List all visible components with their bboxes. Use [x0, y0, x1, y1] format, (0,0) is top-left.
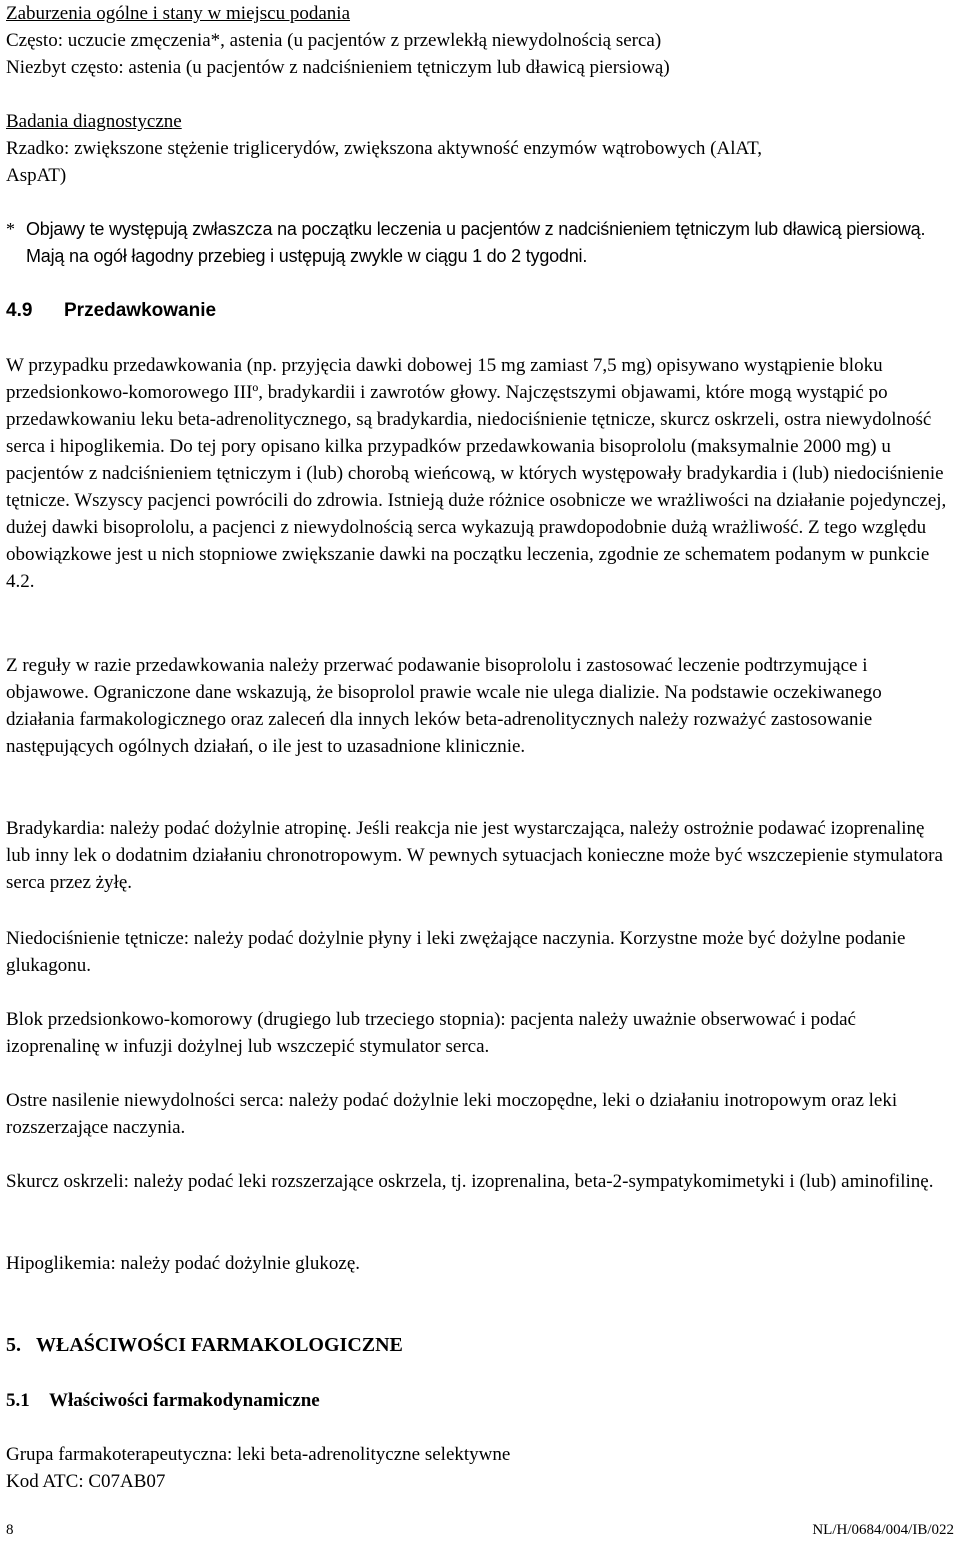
page-footer [6, 1521, 954, 1539]
footnote [6, 216, 942, 270]
paragraph-hypotension: Niedociśnienie tętnicze: należy podać dożylnie płyny i leki zwężające naczynia. Korzystne może być dożylne podanie glukagonu. [6, 928, 906, 976]
document-id: NL/H/0684/004/IB/022 [812, 1522, 954, 1538]
diagnostic-line: AspAT) [6, 165, 67, 186]
section-number: 5.1 [6, 1390, 30, 1411]
section-heading-5-1 [6, 1387, 320, 1414]
pharmacotherapeutic-group: Grupa farmakoterapeutyczna: leki beta-adrenolityczne selektywne [6, 1444, 511, 1465]
paragraph-heart-failure: Ostre nasilenie niewydolności serca: należy podać dożylnie leki moczopędne, leki o działaniu inotropowym oraz leki rozszerzające naczynia. [6, 1090, 898, 1138]
footnote-marker: * [6, 219, 15, 239]
section-number: 4.9 [6, 300, 33, 321]
section-title: WŁAŚCIWOŚCI FARMAKOLOGICZNE [36, 1334, 403, 1356]
section-title: Przedawkowanie [64, 300, 217, 321]
section-heading-diagnostic: Badania diagnostyczne [6, 111, 182, 132]
footnote-text: Objawy te występują zwłaszcza na początku leczenia u pacjentów z nadciśnieniem tętniczym lub dławicą piersiową. Mają na ogół łagodny przebieg i ustępują zwykle w ciągu 1 do 2 tygodni. [26, 219, 926, 266]
general-frequency-line: Często: uczucie zmęczenia*, astenia (u pacjentów z przewlekłą niewydolnością serca) [6, 30, 662, 51]
page-number: 8 [6, 1522, 14, 1538]
general-frequency-line: Niezbyt często: astenia (u pacjentów z nadciśnieniem tętniczym lub dławicą piersiową) [6, 57, 670, 78]
paragraph-bronchospasm: Skurcz oskrzeli: należy podać leki rozszerzające oskrzela, tj. izoprenalina, beta-2-sympatykomimetyki i (lub) aminofilinę. [6, 1171, 934, 1192]
section-heading-5 [6, 1332, 403, 1359]
section-heading-general-disorders: Zaburzenia ogólne i stany w miejscu podania [6, 3, 351, 24]
paragraph-overdose-treatment: Z reguły w razie przedawkowania należy przerwać podawanie bisoprololu i zastosować leczenie podtrzymujące i objawowe. Ograniczone dane wskazują, że bisoprolol prawie wcale nie ulega dializie. Na podstawie oczekiwanego działania farmakologicznego oraz zaleceń dla innych leków beta-adrenolitycznych należy rozważyć zastosowanie następujących ogólnych działań, o ile jest to uzasadnione klinicznie. [6, 655, 882, 757]
paragraph-bradycardia: Bradykardia: należy podać dożylnie atropinę. Jeśli reakcja nie jest wystarczająca, należy ostrożnie podawać izoprenalinę lub inny lek o dodatnim działaniu chronotropowym. W pewnych sytuacjach konieczne może być wszczepienie stymulatora serca przez żyłę. [6, 818, 943, 893]
paragraph-av-block: Blok przedsionkowo-komorowy (drugiego lub trzeciego stopnia): pacjenta należy uważnie obserwować i podać izoprenalinę w infuzji dożylnej lub wszczepić stymulator serca. [6, 1009, 856, 1057]
section-heading-4-9 [6, 297, 216, 324]
atc-code: Kod ATC: C07AB07 [6, 1471, 166, 1492]
paragraph-overdose-symptoms: W przypadku przedawkowania (np. przyjęcia dawki dobowej 15 mg zamiast 7,5 mg) opisywano wystąpienie bloku przedsionkowo-komorowego IIIº, bradykardii i zawrotów głowy. Najczęstszymi objawami, które mogą wystąpić po przedawkowaniu leku beta-adrenolitycznego, są bradykardia, niedociśnienie tętnicze, skurcz oskrzeli, ostra niewydolność serca i hipoglikemia. Do tej pory opisano kilka przypadków przedawkowania bisoprololu (maksymalnie 2000 mg) u pacjentów z nadciśnieniem tętniczym i (lub) chorobą wieńcową, w których występowały bradykardia i (lub) niedociśnienie tętnicze. Wszyscy pacjenci powrócili do zdrowia. Istnieją duże różnice osobnicze we wrażliwości na działanie pojedynczej, dużej dawki bisoprololu, a pacjenci z niewydolnością serca wykazują prawdopodobnie dużą wrażliwość. Z tego względu obowiązkowe jest u nich stopniowe zwiększanie dawki na początku leczenia, zgodnie ze schematem podanym w punkcie 4.2. [6, 355, 947, 592]
diagnostic-line: Rzadko: zwiększone stężenie triglicerydów, zwiększona aktywność enzymów wątrobowych (AlAT, [6, 138, 763, 159]
section-number: 5. [6, 1334, 21, 1356]
paragraph-hypoglycemia: Hipoglikemia: należy podać dożylnie glukozę. [6, 1253, 361, 1274]
section-title: Właściwości farmakodynamiczne [49, 1390, 320, 1411]
